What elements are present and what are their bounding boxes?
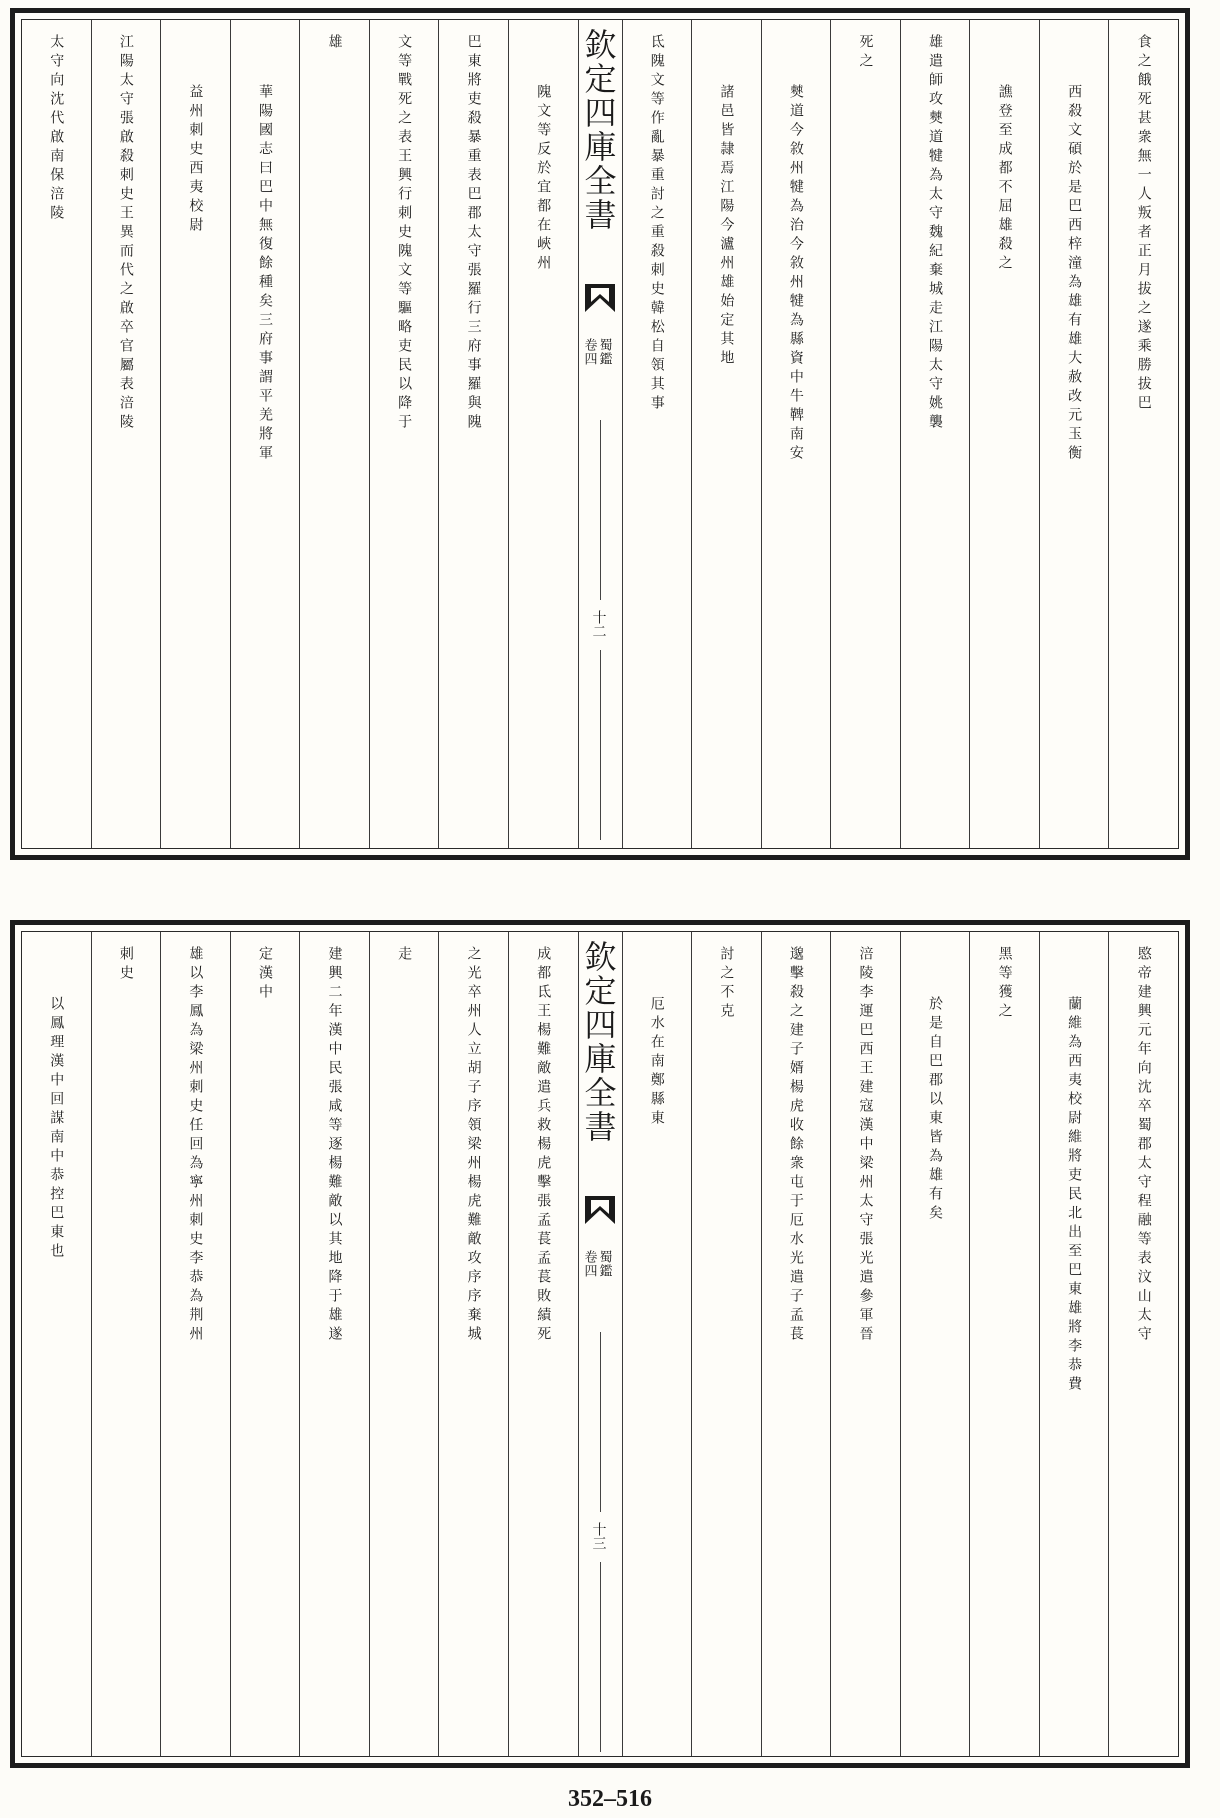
column-text: 譙登至成都不屈雄殺之 <box>996 84 1013 274</box>
column-text: 刺史 <box>117 946 134 984</box>
column-text: 益州刺史西夷校尉 <box>187 84 204 236</box>
center-title: 欽定四庫全書 <box>579 940 618 1144</box>
volume-label <box>583 338 611 366</box>
column-text: 江陽太守張啟殺刺史王異而代之啟卒官屬表涪陵 <box>117 34 134 433</box>
volume-label <box>583 1250 611 1278</box>
text-column <box>622 932 692 1756</box>
text-column <box>1039 932 1109 1756</box>
center-title: 欽定四庫全書 <box>579 28 618 232</box>
page-number: 352–516 <box>568 1786 652 1812</box>
column-text: 討之不克 <box>718 946 735 1022</box>
column-text: 隗文等反於宜都在峽州 <box>535 84 552 274</box>
text-column <box>1108 932 1178 1756</box>
bottom-column-grid <box>21 931 1179 1757</box>
text-column <box>900 932 970 1756</box>
text-column <box>830 20 900 848</box>
column-text: 成都氐王楊難敵遣兵救楊虎擊張孟萇孟萇敗績死 <box>535 946 552 1345</box>
text-column <box>1108 20 1178 848</box>
leaf-number: 十二 <box>590 610 607 638</box>
text-column <box>900 20 970 848</box>
fishtail-ornament-icon <box>583 1194 617 1228</box>
volume-number: 卷四 <box>581 1250 597 1278</box>
top-page-panel <box>10 8 1190 860</box>
fold-line <box>600 420 601 600</box>
text-column <box>91 20 161 848</box>
column-text: 於是自巴郡以東皆為雄有矣 <box>927 996 944 1224</box>
fold-line <box>600 650 601 840</box>
column-text: 太守向沈代啟南保涪陵 <box>48 34 65 224</box>
center-fold-column <box>578 932 622 1756</box>
leaf-number: 十三 <box>590 1522 607 1550</box>
text-column <box>438 932 508 1756</box>
column-text: 以鳳理漢中回謀南中恭控巴東也 <box>48 996 65 1262</box>
book-title: 蜀鑑 <box>596 1250 612 1278</box>
text-column <box>830 932 900 1756</box>
column-text: 邈擊殺之建子婿楊虎收餘衆屯于厄水光遣子孟萇 <box>787 946 804 1345</box>
book-title: 蜀鑑 <box>596 338 612 366</box>
column-text: 華陽國志曰巴中無復餘種矣三府事謂平羌將軍 <box>256 84 273 464</box>
text-column <box>230 932 300 1756</box>
column-text: 走 <box>396 946 413 965</box>
column-text: 文等戰死之表王興行刺史隗文等驅略吏民以降于 <box>396 34 413 433</box>
column-text: 定漢中 <box>256 946 273 1003</box>
column-text: 蘭維為西夷校尉維將吏民北出至巴東雄將李恭費 <box>1066 996 1083 1395</box>
text-column <box>22 932 91 1756</box>
top-column-grid <box>21 19 1179 849</box>
fold-line <box>600 1332 601 1512</box>
column-text: 雄以李鳳為梁州刺史任回為寧州刺史李恭為荆州 <box>187 946 204 1345</box>
text-column <box>1039 20 1109 848</box>
text-column <box>91 932 161 1756</box>
text-column <box>508 20 578 848</box>
text-column <box>299 20 369 848</box>
text-column <box>761 20 831 848</box>
fishtail-ornament-icon <box>583 282 617 316</box>
text-column <box>691 932 761 1756</box>
column-text: 巴東將吏殺暴重表巴郡太守張羅行三府事羅與隗 <box>465 34 482 433</box>
column-text: 死之 <box>857 34 874 72</box>
text-column <box>969 932 1039 1756</box>
text-column <box>438 20 508 848</box>
column-text: 之光卒州人立胡子序領梁州楊虎難敵攻序序棄城 <box>465 946 482 1345</box>
text-column <box>969 20 1039 848</box>
volume-number: 卷四 <box>581 338 597 366</box>
text-column <box>230 20 300 848</box>
column-text: 愍帝建興元年向沈卒蜀郡太守程融等表汶山太守 <box>1135 946 1152 1345</box>
column-text: 厄水在南鄭縣東 <box>648 996 665 1129</box>
text-column <box>691 20 761 848</box>
text-column <box>761 932 831 1756</box>
text-column <box>369 932 439 1756</box>
text-column <box>22 20 91 848</box>
text-column <box>508 932 578 1756</box>
column-text: 諸邑皆隷焉江陽今瀘州雄始定其地 <box>718 84 735 369</box>
column-text: 氐隗文等作亂暴重討之重殺刺史韓松自領其事 <box>648 34 665 414</box>
text-column <box>299 932 369 1756</box>
text-column <box>160 20 230 848</box>
column-text: 雄 <box>326 34 343 53</box>
text-column <box>160 932 230 1756</box>
column-text: 雄遣師攻僰道犍為太守魏紀棄城走江陽太守姚襲 <box>927 34 944 433</box>
fold-line <box>600 1562 601 1752</box>
bottom-page-panel <box>10 920 1190 1768</box>
column-text: 僰道今敘州犍為治今敘州犍為縣資中牛鞞南安 <box>787 84 804 464</box>
column-text: 建興二年漢中民張咸等逐楊難敵以其地降于雄遂 <box>326 946 343 1345</box>
column-text: 涪陵李運巴西王建寇漢中梁州太守張光遣參軍晉 <box>857 946 874 1345</box>
text-column <box>369 20 439 848</box>
text-column <box>622 20 692 848</box>
column-text: 食之餓死甚衆無一人叛者正月拔之遂乘勝拔巴 <box>1135 34 1152 414</box>
column-text: 西殺文碩於是巴西梓潼為雄有雄大赦改元玉衡 <box>1066 84 1083 464</box>
column-text: 黑等獲之 <box>996 946 1013 1022</box>
center-fold-column <box>578 20 622 848</box>
